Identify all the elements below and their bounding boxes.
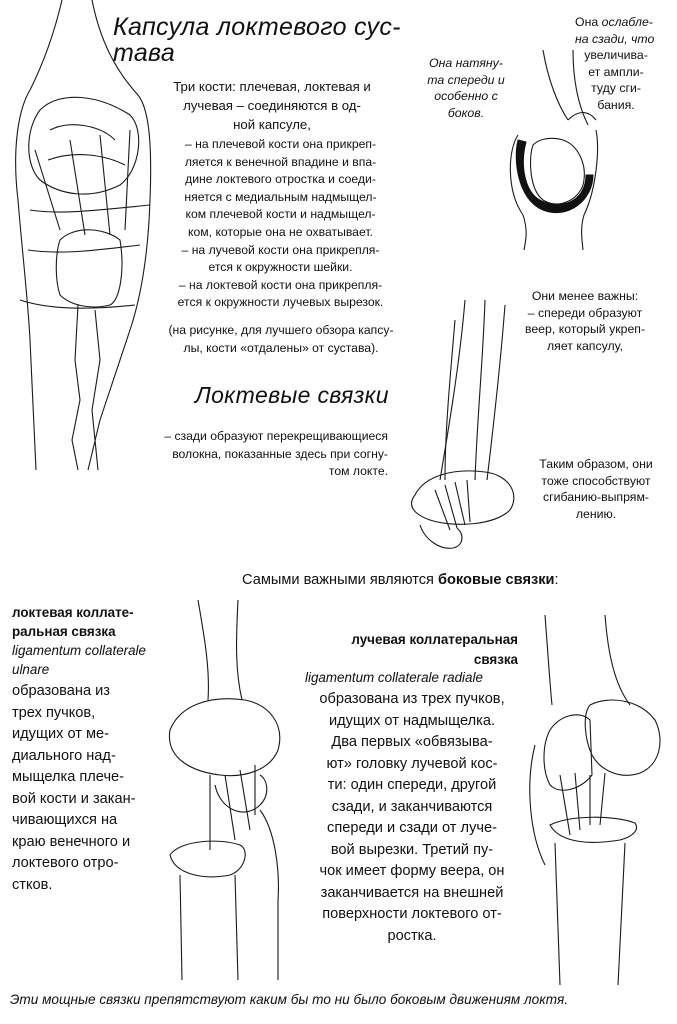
radial-desc-line: чок имеет форму веера, он (319, 863, 505, 879)
capsule-loose-line: бания. (597, 97, 635, 112)
ulnar-desc-line: диального над- (12, 747, 116, 764)
capsule-note-line: лы, кости «отдалены» от сустава). (183, 340, 379, 355)
important-text: Самыми важными являются (242, 572, 438, 588)
ligaments-thus-line: Таким образом, они (539, 457, 653, 471)
ligaments-front-line: – спереди образуют (527, 305, 643, 320)
capsule-loose-line: на сзади, что (575, 31, 655, 46)
capsule-loose-line: ет ампли- (588, 64, 644, 79)
radial-ligament-illustration (520, 615, 670, 985)
capsule-loose-line: увеличива- (584, 48, 648, 63)
ulnar-latin-line: ligamentum collaterale (12, 643, 146, 658)
elbow-capsule-illustration (0, 0, 160, 470)
capsule-humerus-line: дине локтевого отростка и соеди- (185, 172, 376, 187)
capsule-note-line: (на рисунке, для лучшего обзора капсу- (168, 323, 394, 337)
capsule-humerus-line: няется с медиальным надмыщел- (184, 189, 377, 204)
capsule-note (150, 322, 412, 357)
capsule-tight-line: Она натяну- (429, 56, 503, 70)
capsule-ulna-line: ется к окружности лучевых вырезок. (177, 295, 384, 310)
capsule-humerus-text (153, 136, 408, 312)
capsule-tight-line: боков. (447, 105, 485, 120)
ulnar-desc-line: трех пучков, (12, 704, 96, 721)
radial-name-line: лучевая коллатеральная (351, 632, 518, 647)
radial-desc-line: образована из трех пучков, (319, 691, 505, 707)
ulnar-desc-line: чивающихся на (12, 812, 118, 828)
ulnar-desc-line: стков. (12, 876, 53, 893)
ulnar-latin-line: ulnare (12, 662, 50, 677)
capsule-intro (138, 77, 406, 134)
radial-desc-line: Два первых «обвязыва- (331, 734, 493, 750)
capsule-tight-line: та спереди и (427, 72, 505, 87)
important-colon: : (554, 572, 559, 588)
capsule-title-line1: Капсула локтевого сус- (113, 13, 401, 41)
important-sentence (242, 572, 559, 588)
radial-desc-line: ют» головку лучевой кос- (326, 755, 498, 772)
footer-note: Эти мощные связки препятствуют каким бы то ни было боковым движениям локтя. (10, 992, 569, 1007)
radial-desc-line: ти: один спереди, другой (327, 777, 497, 793)
important-bold-term: боковые связки (437, 572, 555, 588)
ulnar-desc-line: идущих от ме- (12, 726, 110, 742)
radial-desc-line: поверхности локтевого от- (322, 906, 502, 922)
ligaments-front-text (510, 288, 660, 354)
capsule-tight-line: особенно с (434, 89, 498, 104)
ligaments-front-line: Они менее важны: (531, 289, 639, 303)
radial-desc-line: заканчивается на внешней (320, 884, 504, 901)
radial-desc (296, 689, 528, 947)
ligaments-behind-text (160, 428, 388, 481)
ligaments-behind-line: волокна, показанные здесь при согну- (172, 446, 388, 461)
radial-desc-line: вой вырезки. Третий пу- (330, 841, 494, 858)
capsule-radius-line: ется к окружности шейки. (208, 260, 353, 275)
capsule-loose-italic: ослабле- (601, 15, 653, 29)
ulnar-name-line: ральная связка (12, 624, 116, 639)
ulnar-ligament-block (12, 603, 192, 896)
capsule-loose-note: Она ослабле- на сзади, что увеличива- ет ампли- туду сги- бания. (575, 14, 675, 114)
ulnar-desc-line: краю венечного и (12, 833, 131, 850)
radial-desc-line: ростка. (387, 927, 437, 944)
capsule-humerus-line: – на плечевой кости она прикреп- (184, 137, 377, 151)
radial-latin: ligamentum collaterale radiale (305, 670, 483, 685)
radial-desc-line: спереди и сзади от луче- (327, 820, 497, 836)
capsule-intro-line: Три кости: плечевая, локтевая и (173, 79, 371, 94)
ligaments-behind-line: том локте. (328, 464, 388, 479)
capsule-intro-line: ной капсуле, (233, 117, 311, 132)
radial-ligament-name (300, 630, 518, 669)
ligaments-thus-line: лению. (575, 506, 617, 521)
ligaments-front-line: веер, который укреп- (524, 322, 646, 337)
capsule-title-line2: тава (113, 39, 176, 67)
capsule-humerus-line: ком, которые она не охватывает. (188, 224, 373, 239)
ulnar-desc-line: образована из (12, 683, 110, 699)
ligaments-title: Локтевые связки (195, 382, 389, 408)
ulnar-desc-line: локтевого отро- (12, 855, 119, 871)
ulnar-name-line: локтевая коллате- (12, 605, 134, 620)
capsule-intro-line: лучевая – соединяются в од- (183, 98, 361, 113)
ligaments-front-line: ляет капсулу, (547, 338, 623, 353)
radial-desc-line: сзади, и заканчиваются (331, 798, 493, 815)
radial-desc-line: идущих от надмыщелка. (328, 712, 496, 729)
ligaments-thus-text (527, 456, 665, 522)
ulnar-desc-line: вой кости и закан- (12, 790, 136, 807)
ligaments-thus-line: сгибанию-выпрям- (542, 490, 650, 505)
capsule-title (113, 14, 401, 66)
ulnar-desc-line: мыщелка плече- (12, 769, 125, 785)
capsule-humerus-line: ляется к венечной впадине и впа- (184, 154, 377, 169)
ligaments-thus-line: тоже способствуют (541, 473, 651, 488)
capsule-humerus-line: ком плечевой кости и надмыщел- (185, 207, 376, 222)
capsule-ulna-line: – на локтевой кости она прикрепля- (178, 277, 383, 292)
ligaments-behind-line: – сзади образуют перекрещивающиеся (164, 429, 388, 443)
radial-name-line: связка (473, 651, 518, 667)
capsule-tight-note (420, 55, 512, 121)
capsule-loose-line: туду сги- (591, 81, 641, 96)
capsule-radius-line: – на лучевой кости она прикрепля- (181, 242, 380, 257)
